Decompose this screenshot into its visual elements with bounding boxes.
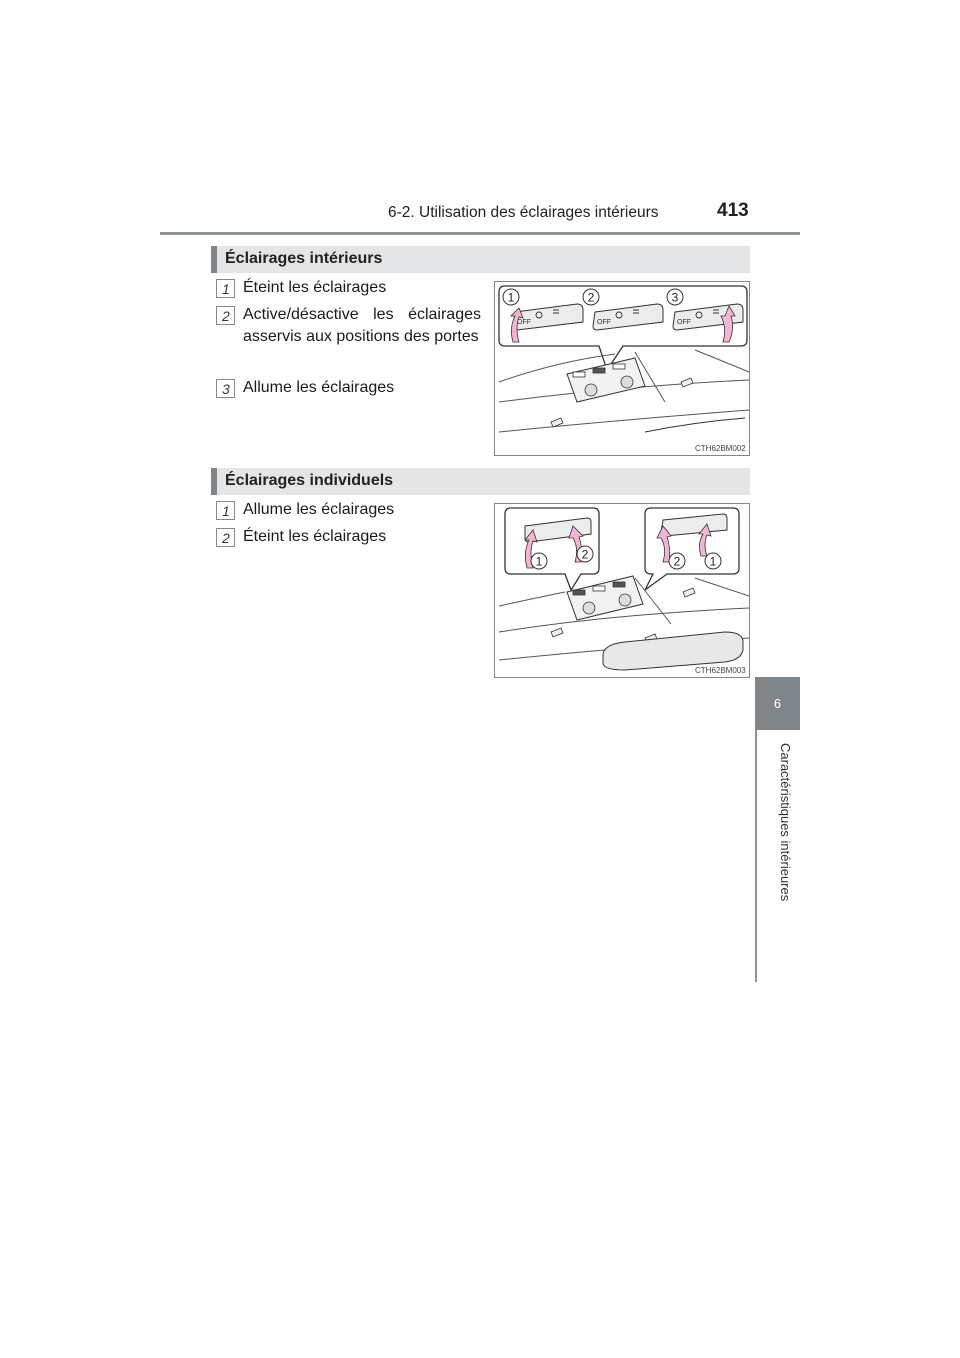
chapter-tab — [755, 677, 800, 730]
svg-text:2: 2 — [222, 530, 230, 546]
svg-text:1: 1 — [535, 554, 543, 569]
svg-text:2: 2 — [581, 547, 589, 562]
step-marker — [216, 379, 235, 398]
interior-lights-illustration — [494, 281, 750, 456]
svg-text:2: 2 — [587, 290, 595, 305]
chapter-label: Caractéristiques intérieures — [778, 743, 793, 902]
figure-code: CTH62BM002 — [695, 444, 746, 453]
svg-text:1: 1 — [507, 290, 515, 305]
step-text: Allume les éclairages — [243, 379, 395, 396]
step-marker — [216, 279, 235, 298]
interior-lights-drawing — [495, 282, 749, 455]
svg-text:3: 3 — [222, 381, 230, 397]
step-marker — [216, 501, 235, 520]
step-text: Éteint les éclairages — [243, 528, 387, 545]
section-title: Éclairages individuels — [225, 472, 394, 489]
svg-text:3: 3 — [671, 290, 679, 305]
svg-text:2: 2 — [222, 308, 230, 324]
header-rule — [160, 232, 800, 235]
individual-lights-illustration — [494, 503, 750, 678]
chapter-number: 6 — [773, 696, 782, 711]
side-rule — [755, 730, 757, 982]
step-text: Éteint les éclairages — [243, 279, 387, 296]
figure-code: CTH62BM003 — [695, 666, 746, 675]
section-heading-interior-lights — [211, 246, 750, 273]
step-marker — [216, 528, 235, 547]
svg-text:2: 2 — [673, 554, 681, 569]
individual-lights-drawing — [495, 504, 749, 677]
svg-text:OFF: OFF — [597, 319, 611, 326]
step-text: Active/désactive les éclairages asservis aux positions des portes — [243, 306, 481, 345]
svg-text:OFF: OFF — [677, 319, 691, 326]
step-text: Allume les éclairages — [243, 501, 395, 518]
section-heading-individual-lights — [211, 468, 750, 495]
chapter-title: 6-2. Utilisation des éclairages intérieurs — [388, 204, 659, 221]
step-marker — [216, 306, 235, 325]
svg-text:OFF: OFF — [517, 319, 531, 326]
svg-text:1: 1 — [222, 503, 230, 519]
section-title: Éclairages intérieurs — [225, 250, 383, 267]
svg-text:1: 1 — [709, 554, 717, 569]
page-number: 413 — [717, 200, 749, 221]
svg-text:1: 1 — [222, 281, 230, 297]
